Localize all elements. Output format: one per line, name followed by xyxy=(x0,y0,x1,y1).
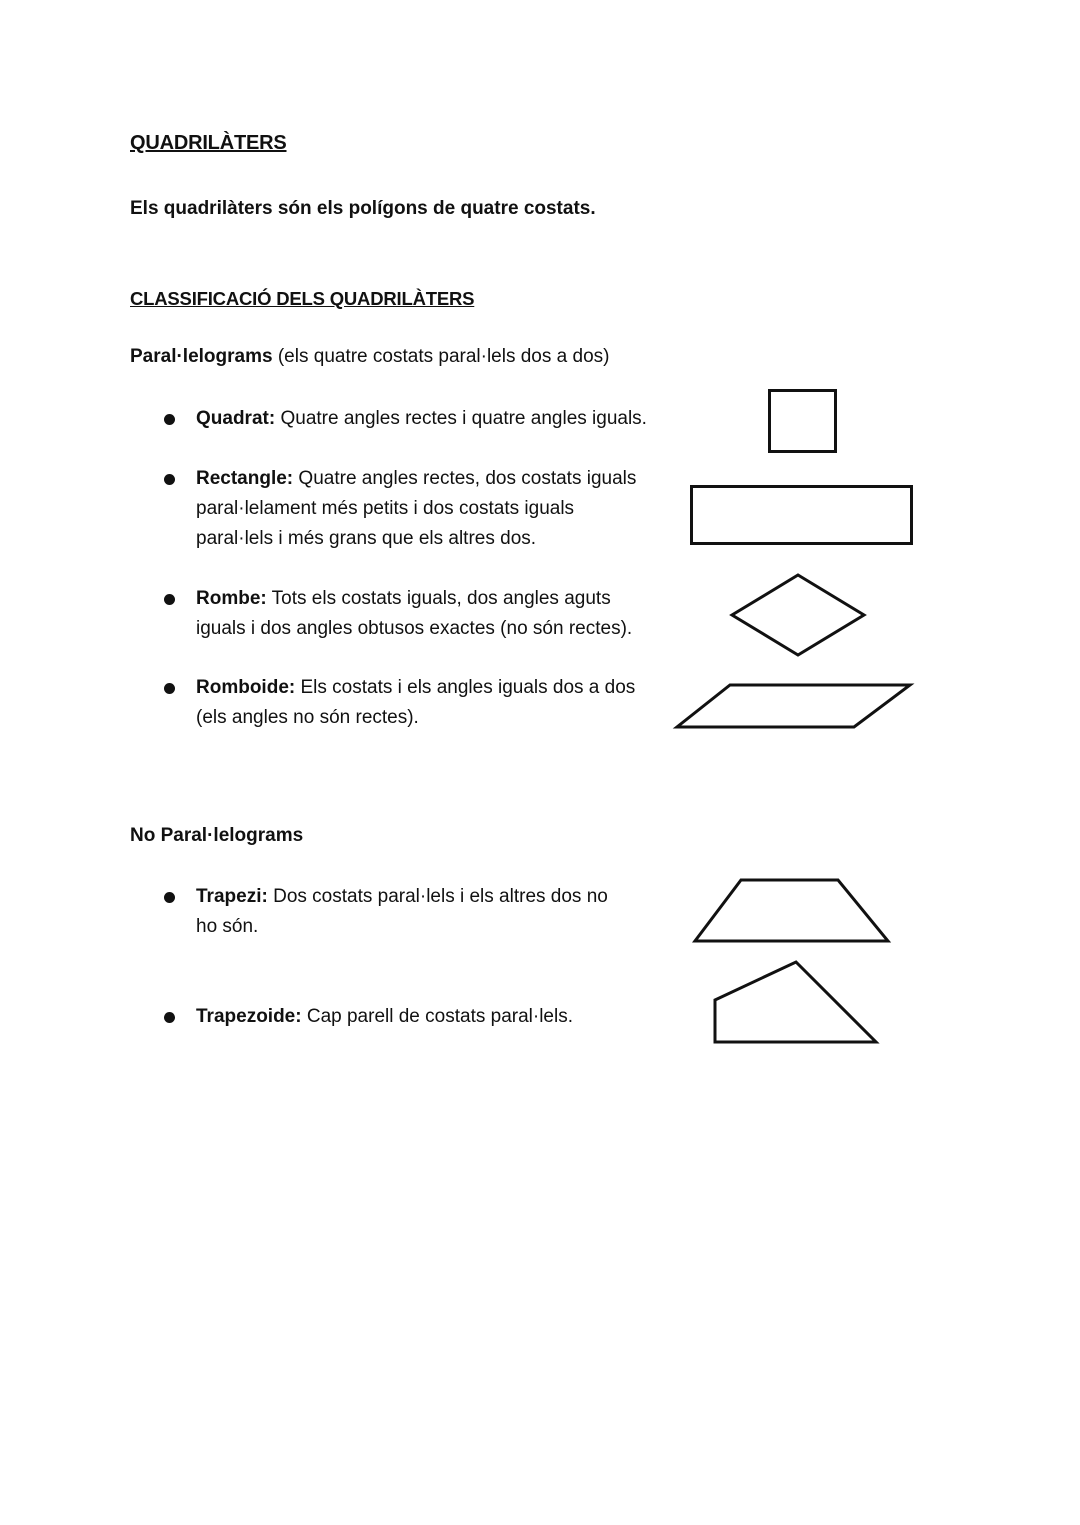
square-icon xyxy=(768,389,838,453)
rhombus-icon xyxy=(728,573,868,659)
list-item-quadrat xyxy=(196,404,676,434)
list-item-rectangle xyxy=(196,464,656,554)
list-item-trapezoide xyxy=(196,1002,676,1032)
intro-text: Els quadrilàters són els polígons de quatre costats. xyxy=(130,198,596,219)
item-name: Trapezi: xyxy=(196,886,268,907)
list-item-rombe xyxy=(196,584,656,644)
item-text: Quatre angles rectes i quatre angles iguals. xyxy=(280,408,647,429)
bullet xyxy=(164,594,175,605)
parallelogram-icon xyxy=(674,682,914,730)
classification-title: CLASSIFICACIÓ DELS QUADRILÀTERS xyxy=(130,288,475,309)
list-item-trapezi xyxy=(196,882,621,942)
parallelograms-heading xyxy=(130,346,609,368)
bullet xyxy=(164,474,175,485)
bullet xyxy=(164,683,175,694)
non-parallelograms-heading-label: No Paral·lelograms xyxy=(130,825,304,846)
item-text: Tots els costats iguals, dos angles aguts iguals i dos angles obtusos exactes (no són rectes). xyxy=(196,588,633,639)
parallelograms-heading-label: Paral·lelograms xyxy=(130,346,273,367)
item-text: Els costats i els angles iguals dos a dos (els angles no són rectes). xyxy=(196,677,636,728)
item-text: Cap parell de costats paral·lels. xyxy=(306,1006,573,1027)
irregular-quadrilateral-icon xyxy=(712,959,880,1045)
trapezoid-icon xyxy=(692,877,892,945)
item-text: Dos costats paral·lels i els altres dos no ho són. xyxy=(196,886,608,937)
bullet xyxy=(164,1012,175,1023)
item-name: Rectangle: xyxy=(196,468,294,489)
non-parallelograms-heading xyxy=(130,825,303,847)
bullet xyxy=(164,414,175,425)
list-item-romboide xyxy=(196,673,656,733)
item-name: Rombe: xyxy=(196,588,267,609)
bullet xyxy=(164,892,175,903)
parallelograms-heading-note: (els quatre costats paral·lels dos a dos) xyxy=(277,346,610,367)
item-name: Trapezoide: xyxy=(196,1006,302,1027)
page-title: QUADRILÀTERS xyxy=(130,132,287,154)
rectangle-icon xyxy=(690,485,914,545)
item-name: Quadrat: xyxy=(196,408,276,429)
item-name: Romboide: xyxy=(196,677,296,698)
item-text: Quatre angles rectes, dos costats iguals paral·lelament més petits i dos costats iguals paral·lels i més grans que els altres dos. xyxy=(196,468,637,549)
